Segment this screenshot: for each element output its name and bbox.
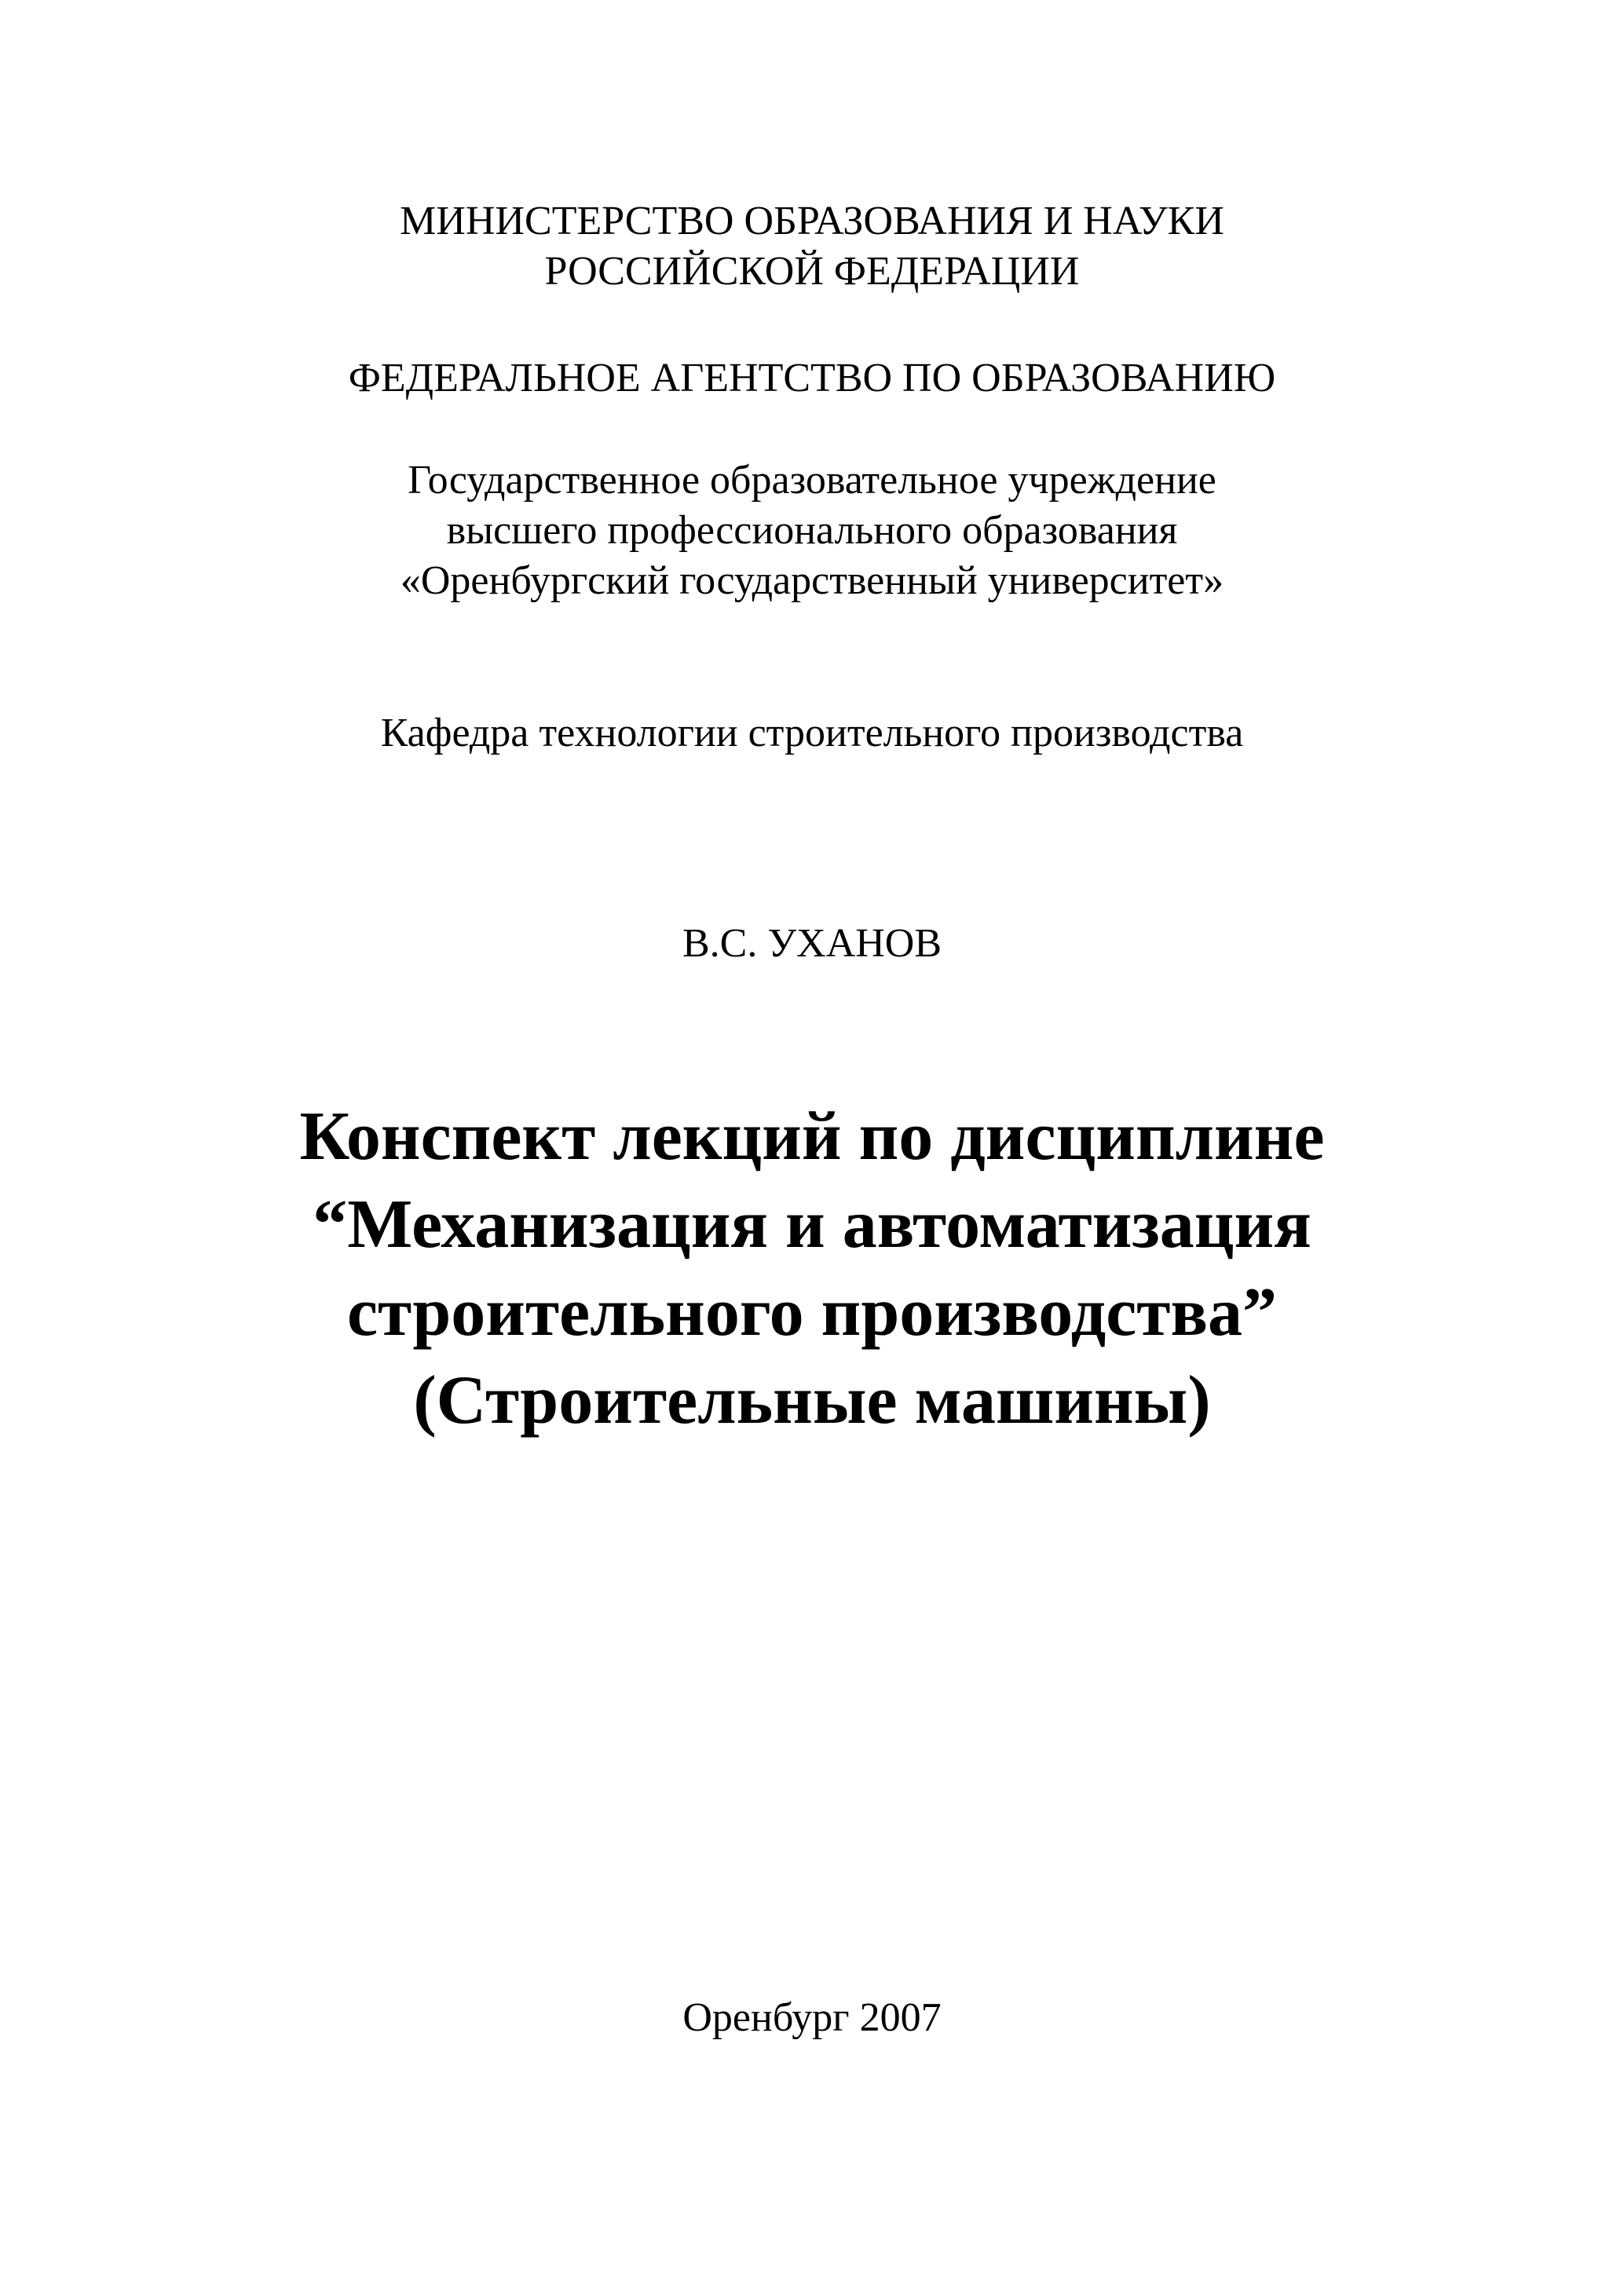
ministry-line-1: МИНИСТЕРСТВО ОБРАЗОВАНИЯ И НАУКИ [400,199,1224,243]
ministry-heading [0,196,1624,297]
agency-line: ФЕДЕРАЛЬНОЕ АГЕНТСТВО ПО ОБРАЗОВАНИЮ [348,356,1276,400]
title-line-2: “Механизация и автоматизация [313,1186,1311,1263]
title-line-4: (Строительные машины) [413,1362,1211,1439]
institution-line-1: Государственное образовательное учреждение [408,458,1216,503]
city-year-line: Оренбург 2007 [682,1995,942,2040]
department-heading [0,708,1624,759]
title-line-1: Конспект лекций по дисциплине [299,1099,1325,1175]
institution-line-2: высшего профессионального образования [446,508,1178,553]
institution-line-3: «Оренбургский государственный университет» [400,558,1224,603]
document-title [0,1093,1624,1445]
ministry-line-2: РОССИЙСКОЙ ФЕДЕРАЦИИ [544,249,1080,294]
department-line: Кафедра технологии строительного производства [380,711,1244,755]
title-line-3: строительного производства” [346,1274,1278,1351]
institution-heading [0,455,1624,606]
author-name [0,919,1624,969]
city-year [0,1993,1624,2043]
agency-heading [0,353,1624,404]
author-line: В.С. УХАНОВ [682,921,942,966]
